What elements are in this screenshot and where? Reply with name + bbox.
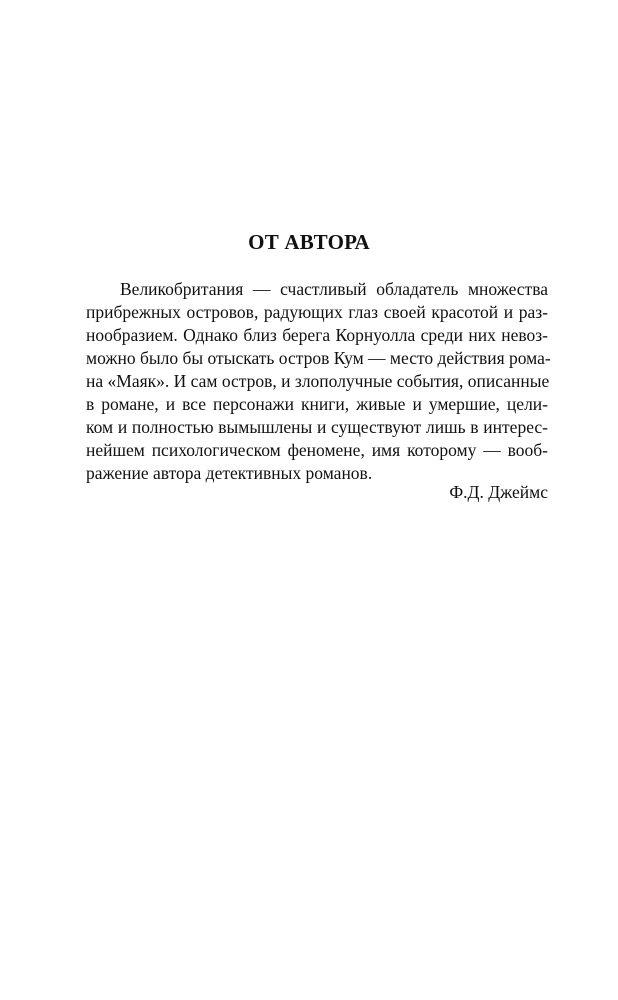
paragraph-line: на «Маяк». И сам остров, и злополучные события, описанные (86, 371, 550, 391)
paragraph-line: нейшем психологическом феномене, имя которому — вооб- (86, 440, 548, 460)
paragraph-line: ражение автора детективных романов. (86, 463, 373, 483)
paragraph-line: прибрежных островов, радующих глаз своей красотой и раз- (86, 302, 548, 322)
paragraph-line: в романе, и все персонажи книги, живые и умершие, цели- (86, 394, 548, 414)
paragraph-line: нообразием. Однако близ берега Корнуолла среди них невоз- (86, 325, 548, 345)
paragraph-line: можно было бы отыскать остров Кум — место действия рома- (86, 348, 551, 368)
author-signature: Ф.Д. Джеймс (449, 482, 548, 502)
page-title: ОТ АВТОРА (248, 230, 370, 254)
paragraph-line: ком и полностью вымышлены и существуют лишь в интерес- (86, 417, 548, 437)
paragraph-line: Великобритания — счастливый обладатель множества (120, 279, 548, 299)
